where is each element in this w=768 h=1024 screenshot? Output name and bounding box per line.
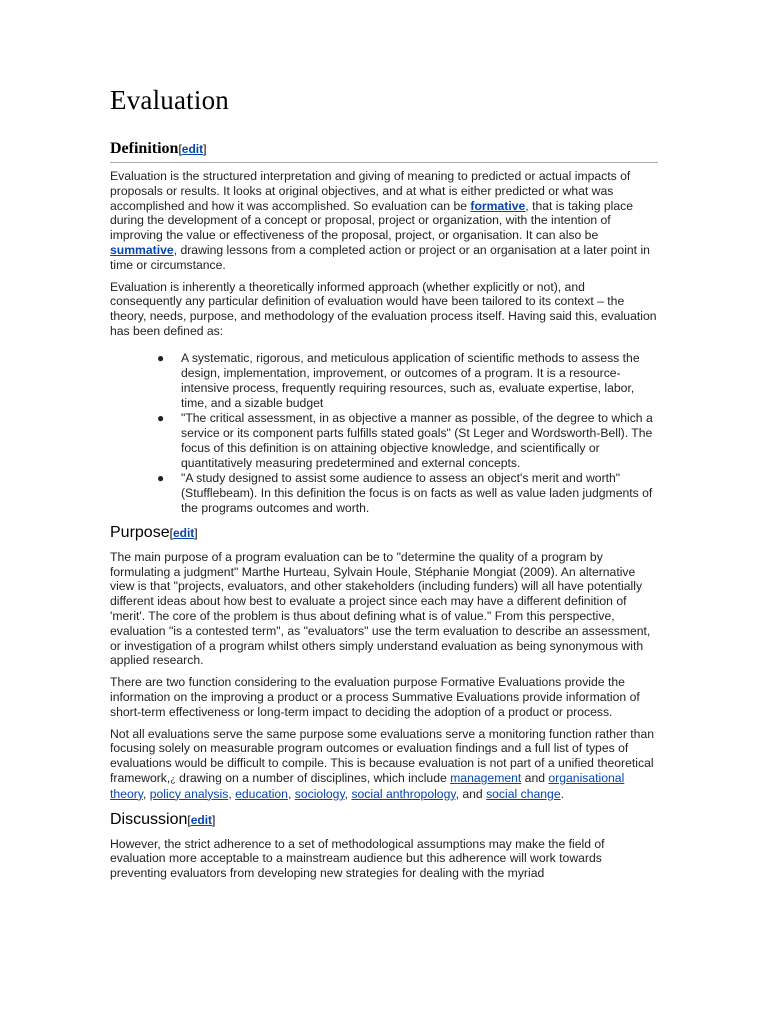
section-heading-purpose — [110, 522, 658, 544]
edit-link-discussion[interactable]: edit — [190, 812, 213, 827]
section-heading-discussion — [110, 809, 658, 831]
article — [110, 82, 658, 888]
list-item — [157, 470, 658, 516]
summative-link[interactable]: summative — [110, 242, 174, 257]
management-link[interactable]: management — [450, 770, 522, 785]
list-item — [157, 350, 658, 411]
edit-section: [edit] — [178, 142, 207, 156]
social-change-link[interactable]: social change — [486, 786, 561, 801]
text: , that is taking place during the development of a concept or proposal, project or organization, with the intention of improving the value or effectiveness of the proposal, project, or organisation. It can also be — [110, 198, 634, 243]
text: Not all evaluations serve the same purpose some evaluations serve a monitoring function rather than focusing solely on measurable program outcomes or evaluation findings and a full list of types of evaluations would be difficult to compile. This is because evaluation is not part of a unified theoretical framework, — [110, 726, 654, 785]
sociology-link[interactable]: sociology — [294, 786, 345, 801]
separator: . — [560, 786, 564, 801]
bullet-icon: ● — [157, 470, 165, 485]
definition-paragraph-1 — [110, 169, 658, 273]
social-anthropology-link[interactable]: social anthropology — [351, 786, 456, 801]
bullet-icon: ● — [157, 350, 165, 365]
list-item-text: A systematic, rigorous, and meticulous application of scientific methods to assess the design, implementation, improvement, or outcomes of a program. It is a resource-intensive process, frequently requiring resources, such as, evaluate expertise, labor, time, and a sizable budget — [181, 350, 640, 410]
list-item — [157, 410, 658, 471]
formative-link[interactable]: formative — [470, 198, 526, 213]
separator: , — [287, 786, 295, 801]
section-heading-definition — [110, 138, 658, 163]
page-title: Evaluation — [110, 85, 229, 115]
edit-link-purpose[interactable]: edit — [172, 525, 195, 540]
organisational-theory-link[interactable]: organisational theory — [110, 770, 625, 801]
heading-text: Purpose — [110, 523, 170, 541]
text: drawing on a number of disciplines, which include — [175, 770, 451, 785]
separator: , — [142, 786, 150, 801]
purpose-paragraph-2: There are two function considering to the evaluation purpose Formative Evaluations provide the information on the improving a product or a process Summative Evaluations provide information of short-term effectiveness or long-term impact to deciding the adoption of a product or process. — [110, 675, 640, 719]
definition-list — [110, 351, 658, 516]
text: Evaluation is the structured interpretation and giving of meaning to predicted or actual impacts of proposals or results. It looks at original objectives, and at what is either predicted or what was accomplished and how it was accomplished. So evaluation can be — [110, 169, 631, 213]
separator: , — [228, 786, 236, 801]
separator: , and — [455, 786, 487, 801]
policy-analysis-link[interactable]: policy analysis — [149, 786, 229, 801]
heading-text: Discussion — [110, 810, 188, 828]
edit-section: [edit] — [187, 812, 216, 827]
separator: and — [521, 770, 549, 785]
list-item-text: "A study designed to assist some audience to assess an object's merit and worth" (Stufflebeam). In this definition the focus is on facts as well as value laden judgments of the programs outcomes and worth. — [181, 470, 653, 515]
edit-link-definition[interactable]: edit — [181, 142, 204, 156]
text: , drawing lessons from a completed action or project or an organisation at a later point in time or circumstance. — [110, 242, 650, 272]
purpose-paragraph-1: The main purpose of a program evaluation can be to "determine the quality of a program by formulating a judgment" Marthe Hurteau, Sylvain Houle, Stéphanie Mongiat (2009). An alternative view is that "projects, evaluators, and other stakeholders (including funders) will all have potentially different ideas about how best to evaluate a project since each may have a different definition of 'merit'. The core of the problem is thus about defining what is of value." From this perspective, evaluation "is a contested term", as "evaluators" use the term evaluation to describe an assessment, or investigation of a program whilst others simply understand evaluation as being synonymous with applied research. — [110, 549, 651, 668]
heading-text: Definition — [110, 140, 179, 157]
education-link[interactable]: education — [235, 786, 288, 801]
separator: , — [344, 786, 352, 801]
citation-mark: ¿ — [170, 773, 176, 784]
discussion-paragraph-1: However, the strict adherence to a set of methodological assumptions may make the field of evaluation more acceptable to a mainstream audience but this adherence will work towards preventing evaluators from developing new strategies for dealing with the myriad — [110, 836, 605, 881]
list-item-text: "The critical assessment, in as objective a manner as possible, of the degree to which a service or its component parts fulfills stated goals" (St Leger and Wordsworth-Bell). The focus of this definition is on attaining objective knowledge, and scientifically or quantitatively measuring predetermined and external concepts. — [181, 410, 653, 470]
purpose-paragraph-3 — [110, 727, 658, 802]
bullet-icon: ● — [157, 410, 165, 425]
edit-section: [edit] — [169, 525, 198, 540]
definition-paragraph-2: Evaluation is inherently a theoretically informed approach (whether explicitly or not), and consequently any particular definition of evaluation would have been tailored to its context – the theory, needs, purpose, and methodology of the evaluation process itself. Having said this, evaluation has been defined as: — [110, 279, 657, 338]
